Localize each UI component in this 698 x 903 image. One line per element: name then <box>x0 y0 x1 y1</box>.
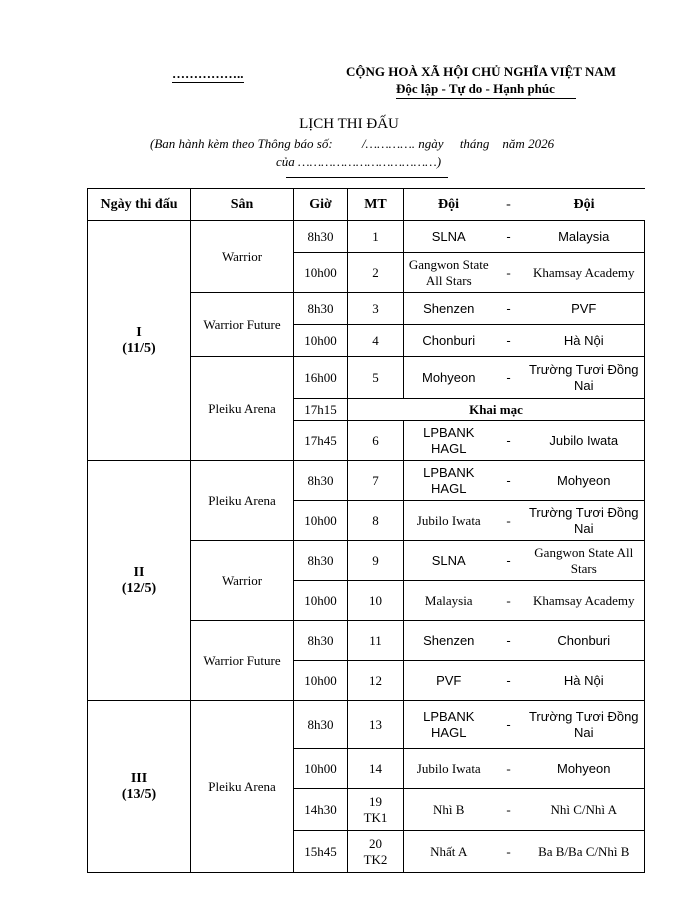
match-number-cell: 13 <box>348 701 404 749</box>
dash-cell: - <box>494 581 524 621</box>
team2-cell: Mohyeon <box>524 749 645 789</box>
match-number-cell: 19 TK1 <box>348 789 404 831</box>
day-cell-2: II (12/5) <box>88 461 191 701</box>
team1-cell: Shenzen <box>404 621 494 661</box>
team2-cell: PVF <box>524 293 645 325</box>
match-number-cell: 6 <box>348 421 404 461</box>
issuance-note-line1: (Ban hành kèm theo Thông báo số: /…………. ngày tháng năm 2026 <box>150 136 555 151</box>
venue-cell: Pleiku Arena <box>191 461 294 541</box>
time-cell: 15h45 <box>294 831 348 873</box>
time-cell: 10h00 <box>294 325 348 357</box>
col-header-team2: Đội <box>524 189 645 221</box>
time-cell: 8h30 <box>294 541 348 581</box>
opening-ceremony-cell: Khai mạc <box>348 399 645 421</box>
team2-cell: Nhì C/Nhì A <box>524 789 645 831</box>
motto-underline <box>396 98 576 99</box>
time-cell: 8h30 <box>294 221 348 253</box>
team2-cell: Khamsay Academy <box>524 253 645 293</box>
dash-cell: - <box>494 461 524 501</box>
team1-cell: SLNA <box>404 221 494 253</box>
dash-cell: - <box>494 501 524 541</box>
col-header-venue: Sân <box>191 189 294 221</box>
dash-cell: - <box>494 221 524 253</box>
match-number-cell: 12 <box>348 661 404 701</box>
match-number-cell: 3 <box>348 293 404 325</box>
team2-cell: Hà Nội <box>524 661 645 701</box>
time-cell: 16h00 <box>294 357 348 399</box>
dash-cell: - <box>494 357 524 399</box>
time-cell: 10h00 <box>294 581 348 621</box>
match-number-cell: 7 <box>348 461 404 501</box>
team1-cell: LPBANK HAGL <box>404 421 494 461</box>
venue-cell: Warrior <box>191 221 294 293</box>
team1-cell: Nhì B <box>404 789 494 831</box>
match-number-cell: 4 <box>348 325 404 357</box>
col-header-team1: Đội <box>404 189 494 221</box>
day-cell-3: III (13/5) <box>88 701 191 873</box>
venue-cell: Warrior Future <box>191 621 294 701</box>
col-header-day: Ngày thi đấu <box>88 189 191 221</box>
organization-placeholder: …………….. <box>172 66 244 81</box>
time-cell: 8h30 <box>294 701 348 749</box>
time-cell: 8h30 <box>294 293 348 325</box>
time-cell: 10h00 <box>294 501 348 541</box>
team2-cell: Ba B/Ba C/Nhì B <box>524 831 645 873</box>
org-underline <box>172 82 244 83</box>
team1-cell: Jubilo Iwata <box>404 501 494 541</box>
team2-cell: Gangwon State All Stars <box>524 541 645 581</box>
venue-cell: Warrior <box>191 541 294 621</box>
team1-cell: Mohyeon <box>404 357 494 399</box>
dash-cell: - <box>494 253 524 293</box>
team1-cell: LPBANK HAGL <box>404 701 494 749</box>
document-title: LỊCH THI ĐẤU <box>299 116 399 132</box>
venue-cell: Warrior Future <box>191 293 294 357</box>
time-cell: 8h30 <box>294 621 348 661</box>
dash-cell: - <box>494 541 524 581</box>
schedule-table <box>87 188 645 873</box>
dash-cell: - <box>494 325 524 357</box>
team1-cell: SLNA <box>404 541 494 581</box>
venue-cell: Pleiku Arena <box>191 357 294 461</box>
time-cell: 8h30 <box>294 461 348 501</box>
team1-cell: Shenzen <box>404 293 494 325</box>
team1-cell: PVF <box>404 661 494 701</box>
table-row <box>88 461 645 501</box>
dash-cell: - <box>494 701 524 749</box>
time-cell: 14h30 <box>294 789 348 831</box>
time-cell: 10h00 <box>294 661 348 701</box>
dash-cell: - <box>494 661 524 701</box>
team2-cell: Trường Tươi Đồng Nai <box>524 701 645 749</box>
table-header-row <box>88 189 645 221</box>
dash-cell: - <box>494 831 524 873</box>
team1-cell: LPBANK HAGL <box>404 461 494 501</box>
team2-cell: Jubilo Iwata <box>524 421 645 461</box>
day-cell-1: I (11/5) <box>88 221 191 461</box>
team2-cell: Khamsay Academy <box>524 581 645 621</box>
match-number-cell: 9 <box>348 541 404 581</box>
time-cell: 10h00 <box>294 749 348 789</box>
issuance-note-line2: của ………………………………) <box>276 154 442 169</box>
table-row <box>88 701 645 749</box>
national-motto: Độc lập - Tự do - Hạnh phúc <box>396 81 555 96</box>
team2-cell: Trường Tươi Đồng Nai <box>524 501 645 541</box>
team2-cell: Chonburi <box>524 621 645 661</box>
note-underline <box>286 177 448 178</box>
match-number-cell: 11 <box>348 621 404 661</box>
dash-cell: - <box>494 293 524 325</box>
team1-cell: Jubilo Iwata <box>404 749 494 789</box>
team1-cell: Gangwon State All Stars <box>404 253 494 293</box>
col-header-dash: - <box>494 189 524 221</box>
team1-cell: Chonburi <box>404 325 494 357</box>
team1-cell: Nhất A <box>404 831 494 873</box>
venue-cell: Pleiku Arena <box>191 701 294 873</box>
team2-cell: Malaysia <box>524 221 645 253</box>
match-number-cell: 1 <box>348 221 404 253</box>
team2-cell: Hà Nội <box>524 325 645 357</box>
dash-cell: - <box>494 421 524 461</box>
match-number-cell: 10 <box>348 581 404 621</box>
team2-cell: Trường Tươi Đồng Nai <box>524 357 645 399</box>
table-row <box>88 221 645 253</box>
time-cell: 17h45 <box>294 421 348 461</box>
dash-cell: - <box>494 789 524 831</box>
team1-cell: Malaysia <box>404 581 494 621</box>
dash-cell: - <box>494 749 524 789</box>
dash-cell: - <box>494 621 524 661</box>
match-number-cell: 2 <box>348 253 404 293</box>
match-number-cell: 8 <box>348 501 404 541</box>
col-header-time: Giờ <box>294 189 348 221</box>
time-cell: 10h00 <box>294 253 348 293</box>
team2-cell: Mohyeon <box>524 461 645 501</box>
col-header-match: MT <box>348 189 404 221</box>
match-number-cell: 20 TK2 <box>348 831 404 873</box>
time-cell: 17h15 <box>294 399 348 421</box>
match-number-cell: 5 <box>348 357 404 399</box>
match-number-cell: 14 <box>348 749 404 789</box>
nation-name: CỘNG HOÀ XÃ HỘI CHỦ NGHĨA VIỆT NAM <box>346 64 617 79</box>
